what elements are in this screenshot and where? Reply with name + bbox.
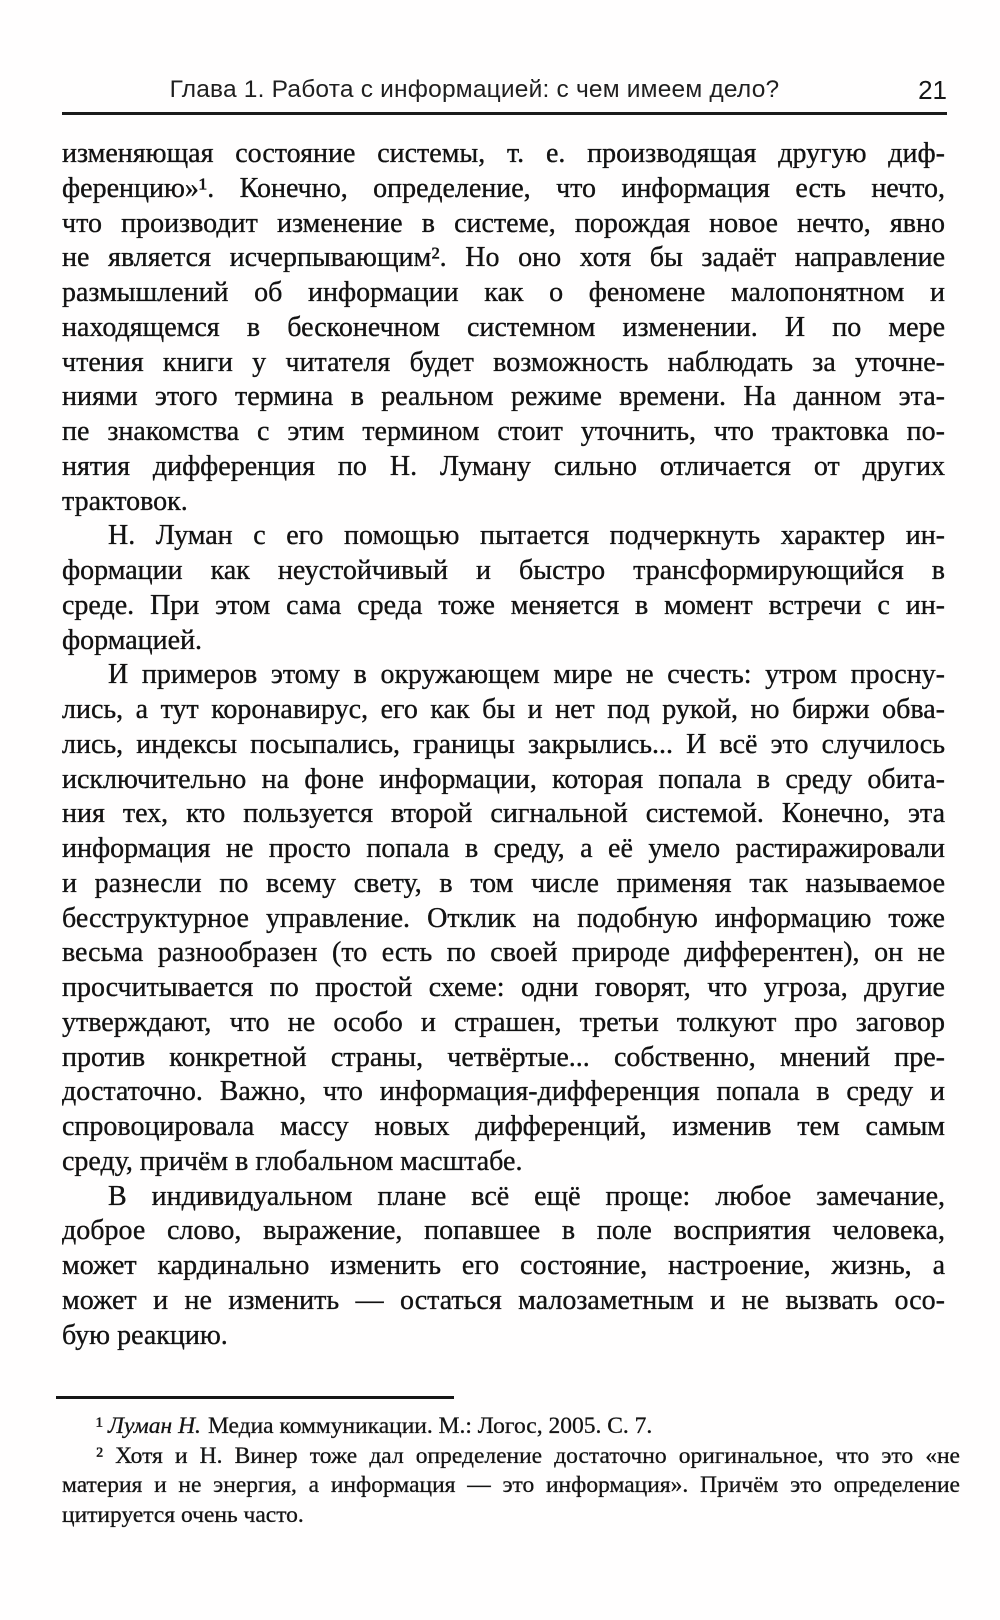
paragraph — [62, 1180, 945, 1354]
body-line: бую реакцию. — [62, 1319, 228, 1351]
footnote-2-line: материя и не энергия, а информация — это информация». Причём это определение — [62, 1472, 960, 1498]
paragraph — [62, 137, 945, 519]
body-line: против конкретной страны, четвёртые... собственно, мнений пре- — [62, 1041, 945, 1073]
body-line: может и не изменить — остаться малозаметным и не вызвать осо- — [62, 1284, 945, 1316]
footnote-2-line: цитируется очень часто. — [62, 1501, 304, 1528]
body-line: размышлений об информации как о феномене малопонятном и — [62, 277, 945, 308]
body-line: информация не просто попала в среду, а её умело растиражировали — [62, 833, 945, 864]
body-text — [62, 137, 945, 1353]
body-line: трактовок. — [62, 485, 188, 517]
body-line: ния тех, кто пользуется второй сигнальной системой. Конечно, эта — [62, 798, 945, 830]
body-line: чтения книги у читателя будет возможность наблюдать за уточне- — [62, 346, 945, 378]
body-line: весьма разнообразен (то есть по своей природе дифферентен), он не — [62, 937, 945, 969]
footnote-1-text: Медиа коммуникации. М.: Логос, 2005. С. 7. — [207, 1413, 653, 1439]
body-line: ниями этого термина в реальном режиме времени. На данном эта- — [62, 381, 945, 413]
footnote-1 — [62, 1412, 960, 1442]
body-line: изменяющая состояние системы, т. е. производящая другую диф- — [62, 138, 945, 169]
body-line: доброе слово, выражение, попавшее в поле восприятия человека, — [62, 1215, 945, 1247]
body-line: что производит изменение в системе, порождая новое нечто, явно — [62, 207, 945, 239]
body-line: лись, а тут коронавирус, его как бы и нет под рукой, но биржи обва- — [62, 694, 945, 725]
header-rule — [62, 112, 947, 115]
body-line: исключительно на фоне информации, которая попала в среду обита- — [62, 763, 945, 795]
chapter-running-head: Глава 1. Работа с информацией: с чем имеем дело? — [169, 76, 780, 103]
body-line: И примеров этому в окружающем мире не счесть: утром просну- — [108, 659, 945, 691]
body-line: утверждают, что не особо и страшен, третьи толкуют про заговор — [62, 1006, 945, 1038]
footnote-2-line: ² Хотя и Н. Винер тоже дал определение достаточно оригинальное, что это «не — [96, 1442, 960, 1469]
body-line: спровоцировала массу новых дифференций, изменив тем самым — [62, 1111, 945, 1142]
page-header — [62, 76, 947, 110]
body-line: ференцию»¹. Конечно, определение, что информация есть нечто, — [62, 172, 945, 204]
footnote-separator — [56, 1396, 454, 1399]
body-line: просчитывается по простой схеме: одни говорят, что угроза, другие — [62, 972, 945, 1003]
body-line: и разнесли по всему свету, в том числе применяя так называемое — [62, 867, 945, 899]
body-line: формации как неустойчивый и быстро трансформирующийся в — [62, 555, 945, 586]
body-line: не является исчерпывающим². Но оно хотя бы задаёт направление — [62, 242, 945, 274]
paragraph — [62, 519, 945, 658]
body-line: В индивидуальном плане всё ещё проще: любое замечание, — [108, 1180, 945, 1212]
footnote-2 — [62, 1442, 960, 1531]
footnote-1-marker: ¹ — [96, 1413, 104, 1439]
body-line: находящемся в бесконечном системном изменении. И по мере — [62, 311, 945, 343]
body-line: формацией. — [62, 624, 203, 656]
body-line: Н. Луман с его помощью пытается подчеркнуть характер ин- — [108, 520, 945, 552]
body-line: среде. При этом сама среда тоже меняется в момент встречи с ин- — [62, 589, 945, 621]
body-line: пе знакомства с этим термином стоит уточнить, что трактовка по- — [62, 416, 945, 447]
footnote-1-author: Луман Н. — [108, 1413, 201, 1439]
body-line: бесструктурное управление. Отклик на подобную информацию тоже — [62, 902, 945, 934]
paragraph — [62, 658, 945, 1179]
footnotes — [62, 1412, 960, 1530]
page-number: 21 — [918, 75, 947, 105]
body-line: достаточно. Важно, что информация-дифференция попала в среду и — [62, 1076, 945, 1108]
body-line: лись, индексы посыпались, границы закрылись... И всё это случилось — [62, 728, 945, 760]
body-line: может кардинально изменить его состояние, настроение, жизнь, а — [62, 1250, 945, 1281]
body-line: нятия дифференция по Н. Луману сильно отличается от других — [62, 450, 945, 482]
body-line: среду, причём в глобальном масштабе. — [62, 1145, 523, 1177]
